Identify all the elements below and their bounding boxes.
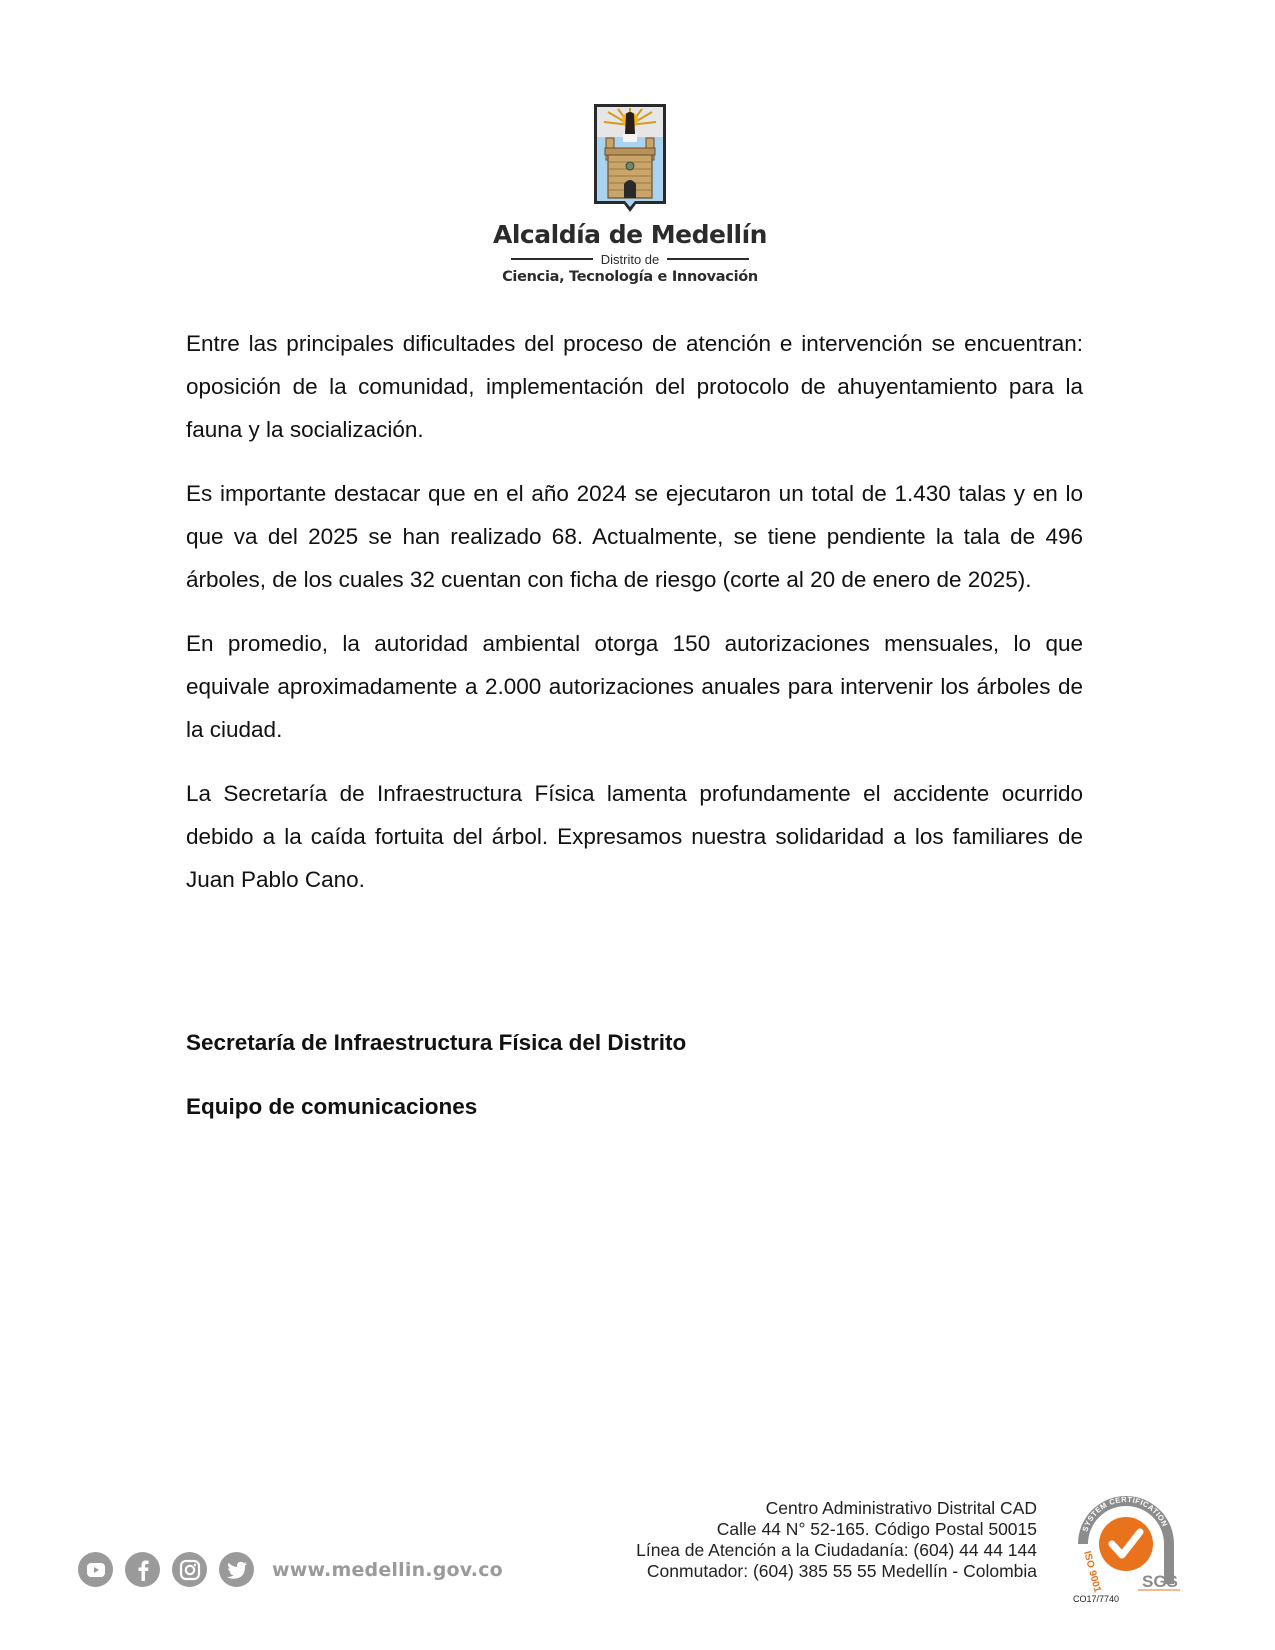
- paragraph: La Secretaría de Infraestructura Física lamenta profundamente el accidente ocurrido debido a la caída fortuita del árbol. Expresamos nuestra solidaridad a los familiares de Juan Pablo Cano.: [186, 781, 1083, 892]
- youtube-icon[interactable]: [78, 1552, 113, 1587]
- seal-code: CO17/7740: [1073, 1594, 1120, 1604]
- address-line: Centro Administrativo Distrital CAD: [765, 1498, 1037, 1518]
- signature-department: Secretaría de Infraestructura Física del Distrito: [186, 1030, 687, 1055]
- facebook-icon[interactable]: [125, 1552, 160, 1587]
- divider: [667, 258, 749, 260]
- address-line: Calle 44 N° 52-165. Código Postal 50015: [716, 1519, 1037, 1539]
- paragraph: Entre las principales dificultades del proceso de atención e intervención se encuentran: oposición de la comunidad, implementación del protocolo de ahuyentamiento para la fauna y la socialización.: [186, 331, 1083, 442]
- coat-of-arms-icon: [590, 100, 670, 220]
- social-links: [78, 1552, 503, 1587]
- website-link[interactable]: www.medellin.gov.co: [272, 1558, 503, 1581]
- document-body: [186, 322, 1083, 922]
- address-line: Conmutador: (604) 385 55 55 Medellín - Colombia: [646, 1561, 1037, 1581]
- logo-name: Alcaldía de Medellín: [493, 220, 767, 249]
- divider: [511, 258, 593, 260]
- logo-subtitle: Distrito de: [600, 251, 660, 267]
- logo-tagline: Ciencia, Tecnología e Innovación: [502, 269, 758, 285]
- paragraph: En promedio, la autoridad ambiental otorga 150 autorizaciones mensuales, lo que equivale aproximadamente a 2.000 autorizaciones anuales para intervenir los árboles de la ciudad.: [186, 631, 1083, 742]
- logo-subtitle-row: [480, 251, 780, 267]
- iso-9001-seal-icon: [1068, 1484, 1184, 1594]
- alcaldia-logo: [480, 100, 780, 287]
- paragraph: Es importante destacar que en el año 2024 se ejecutaron un total de 1.430 talas y en lo que va del 2025 se han realizado 68. Actualmente, se tiene pendiente la tala de 496 árboles, de los cuales 32 cuentan con ficha de riesgo (corte al 20 de enero de 2025).: [186, 481, 1083, 592]
- twitter-icon[interactable]: [219, 1552, 254, 1587]
- signature-team: Equipo de comunicaciones: [186, 1094, 478, 1119]
- seal-brand: SGS: [1142, 1572, 1178, 1591]
- contact-address: [636, 1498, 1037, 1582]
- seal-arc-text: SYSTEM CERTIFICATION: [1080, 1494, 1170, 1533]
- instagram-icon[interactable]: [172, 1552, 207, 1587]
- seal-standard: ISO 9001: [1081, 1549, 1103, 1594]
- address-line: Línea de Atención a la Ciudadanía: (604) 44 44 144: [636, 1540, 1037, 1560]
